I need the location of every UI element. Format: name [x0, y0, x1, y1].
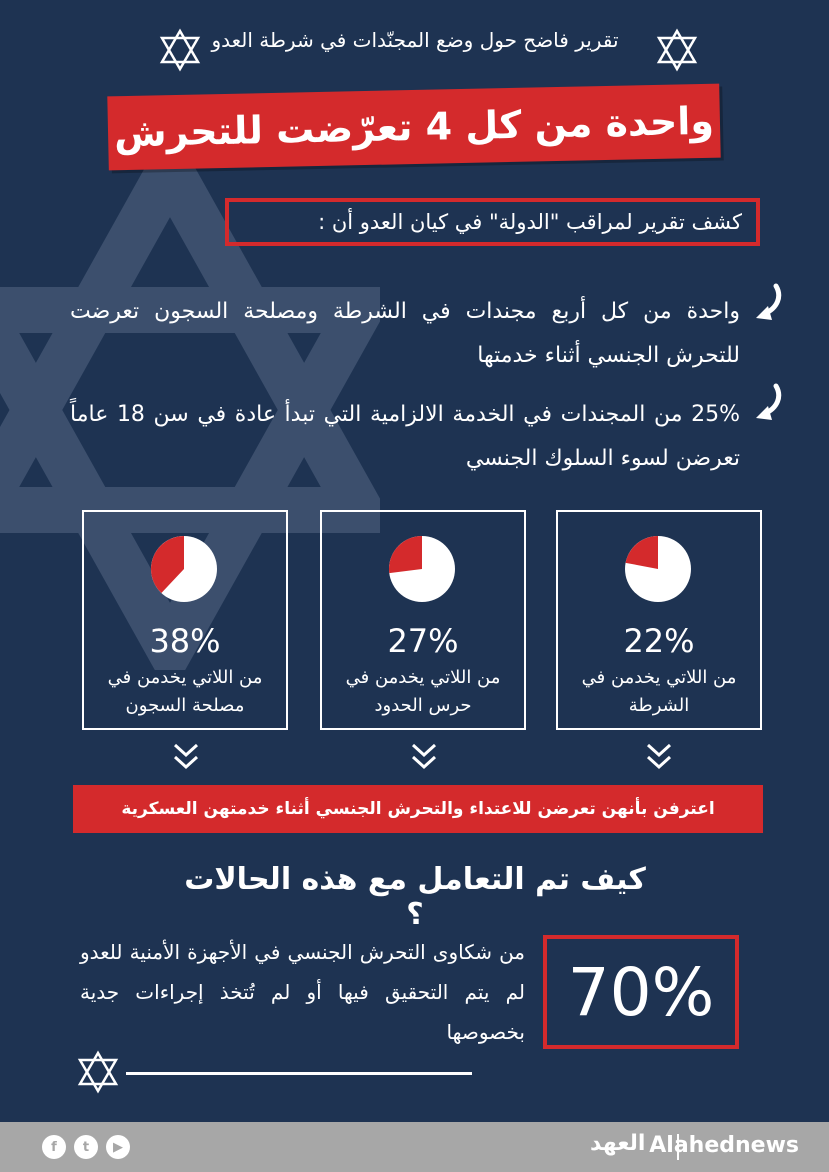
big-stat-value: 70%	[567, 953, 715, 1031]
pie-icon	[387, 534, 457, 604]
big-stat-box	[543, 935, 739, 1049]
star-icon-right	[655, 28, 699, 72]
stat-card-prisons	[82, 510, 288, 730]
star-icon-left	[158, 28, 202, 72]
pie-icon	[623, 534, 693, 604]
point-2: 25% من المجندات في الخدمة الالزامية التي تبدأ عادة في سن 18 عاماً تعرضن لسوء السلوك الجنسي	[70, 402, 741, 471]
intro-text: كشف تقرير لمراقب "الدولة" في كيان العدو أن :	[318, 210, 742, 234]
curved-arrow-icon	[752, 282, 788, 326]
youtube-icon[interactable]: ▶	[106, 1135, 130, 1159]
pie-slice	[389, 536, 422, 573]
double-chevron-down-icon	[172, 742, 200, 772]
big-stat-description: من شكاوى التحرش الجنسي في الأجهزة الأمنية للعدو لم يتم التحقيق فيها أو لم تُتخذ إجراءات جدية بخصوصها	[80, 940, 525, 1044]
curved-arrow-icon	[752, 382, 788, 426]
star-icon-bottom	[76, 1050, 120, 1094]
facebook-icon[interactable]: f	[42, 1135, 66, 1159]
stat-card-border-guard	[320, 510, 526, 730]
stat-label: من اللاتي يخدمن في مصلحة السجون	[107, 667, 263, 716]
double-chevron-down-icon	[410, 742, 438, 772]
pie-icon	[149, 534, 219, 604]
header-subtitle: تقرير فاضح حول وضع المجنّدات في شرطة العدو	[211, 28, 619, 52]
twitter-icon[interactable]: t	[74, 1135, 98, 1159]
confession-text: اعترفن بأنهن تعرضن للاعتداء والتحرش الجنسي أثناء خدمتهن العسكرية	[121, 799, 715, 819]
divider-line	[126, 1072, 472, 1075]
stat-percent: 22%	[623, 622, 695, 660]
stat-percent: 38%	[149, 622, 221, 660]
main-title-banner	[107, 84, 720, 171]
stat-label: من اللاتي يخدمن في الشرطة	[581, 667, 737, 716]
intro-box	[225, 198, 760, 246]
question-heading: كيف تم التعامل مع هذه الحالات ؟	[184, 862, 646, 932]
point-1: واحدة من كل أربع مجندات في الشرطة ومصلحة السجون تعرضت للتحرش الجنسي أثناء خدمتها	[70, 299, 740, 368]
confession-banner	[73, 785, 763, 833]
stat-percent: 27%	[387, 622, 459, 660]
brand-logo-arabic[interactable]: العهد	[590, 1131, 646, 1156]
brand-name[interactable]: Alahednews	[649, 1133, 799, 1158]
double-chevron-down-icon	[645, 742, 673, 772]
stat-card-police	[556, 510, 762, 730]
main-title: واحدة من كل 4 تعرّضت للتحرش	[113, 98, 715, 156]
stat-label: من اللاتي يخدمن في حرس الحدود	[345, 667, 501, 716]
